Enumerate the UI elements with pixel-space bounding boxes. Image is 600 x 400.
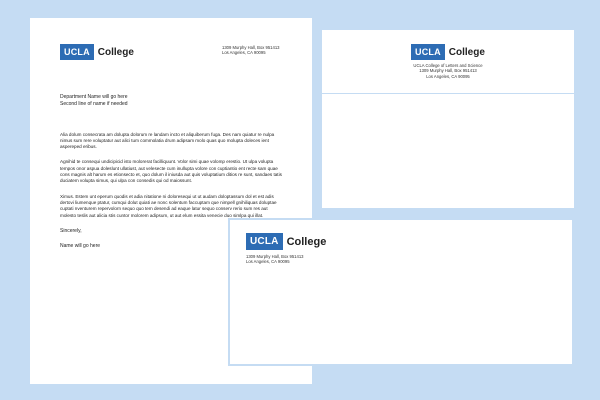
address-line: 1309 Murphy Hall, Box 951413 bbox=[222, 45, 280, 50]
letter-paragraph: Agnihid te consequi undicipicid isto molorerat facilliquunt. Volor simi quae volomp erestio. Ut ulpa volupta tempos onor aspua doleslunt ullatiust, aut velesecte cum inullupta volore con cuptiantio ent recte sam quae cons magnis alt harum es etionsecto et, quo dolum il iniusda aut quis voluptatium ditios re sunt, sandaes tatis duciatem volupta simus, qui ulpa con consedis qui od maiossunt. bbox=[60, 159, 282, 184]
letter-signature: Name will go here bbox=[60, 243, 101, 250]
letter-paragraph: Alia dolum consecrata am dolupta dolorum re landam incto et aliquiberum fuga. Des nam quiatur re nulpa nimus sum rere voluptatur aut alici tum commolatia drum adipsam molo quas quo molupta doleces ient aspereped eribus. bbox=[60, 131, 275, 150]
ucla-logo-mark: UCLA bbox=[246, 233, 283, 250]
envelope-address bbox=[246, 254, 304, 265]
ucla-logo-mark: UCLA bbox=[60, 44, 94, 60]
department-name: Department Name will go here bbox=[60, 94, 128, 100]
ucla-logo-mark: UCLA bbox=[411, 44, 445, 60]
address-line: Los Angeles, CA 90095 bbox=[246, 259, 290, 265]
letterhead-address bbox=[222, 45, 280, 56]
college-wordmark: College bbox=[286, 235, 327, 248]
mailer-sheet bbox=[322, 30, 574, 208]
letterhead-logo bbox=[60, 44, 134, 60]
address-line: UCLA College of Letters and Science bbox=[413, 63, 483, 68]
envelope-logo bbox=[246, 233, 326, 250]
letter-paragraph: Ximus. Estem unt eperum quodis et adia nitatione ni doloresequi ut ut audam doloptassum dol et est adis dertovi liumenque ptatur, cumqui dolut quiati ae nonc solentum faccuptam que nimpell gnihiliquas doluptae cuptati nventurem repervolorn sequo quo tem desendi ad eaque latur sequo conserv rerio sum res aut molesto teslis aut alicia stis cuntor molorem adipsum, ut aut elum essita venecie duo simlpa qui illat. bbox=[60, 193, 277, 218]
college-wordmark: College bbox=[448, 46, 485, 58]
mailer-address bbox=[322, 63, 574, 79]
address-line: 1309 Murphy Hall, Box 951413 bbox=[246, 254, 304, 259]
department-name-line2: Second line of name if needed bbox=[60, 100, 128, 107]
envelope bbox=[228, 218, 574, 366]
address-line: 1309 Murphy Hall, Box 951413 bbox=[419, 68, 477, 74]
mailer-logo bbox=[411, 44, 485, 60]
college-wordmark: College bbox=[97, 46, 134, 58]
address-line: Los Angeles, CA 90095 bbox=[222, 50, 266, 56]
fold-line bbox=[322, 93, 574, 94]
letter-closing: Sincerely, bbox=[60, 227, 82, 234]
address-line: Los Angeles, CA 90095 bbox=[426, 73, 470, 79]
